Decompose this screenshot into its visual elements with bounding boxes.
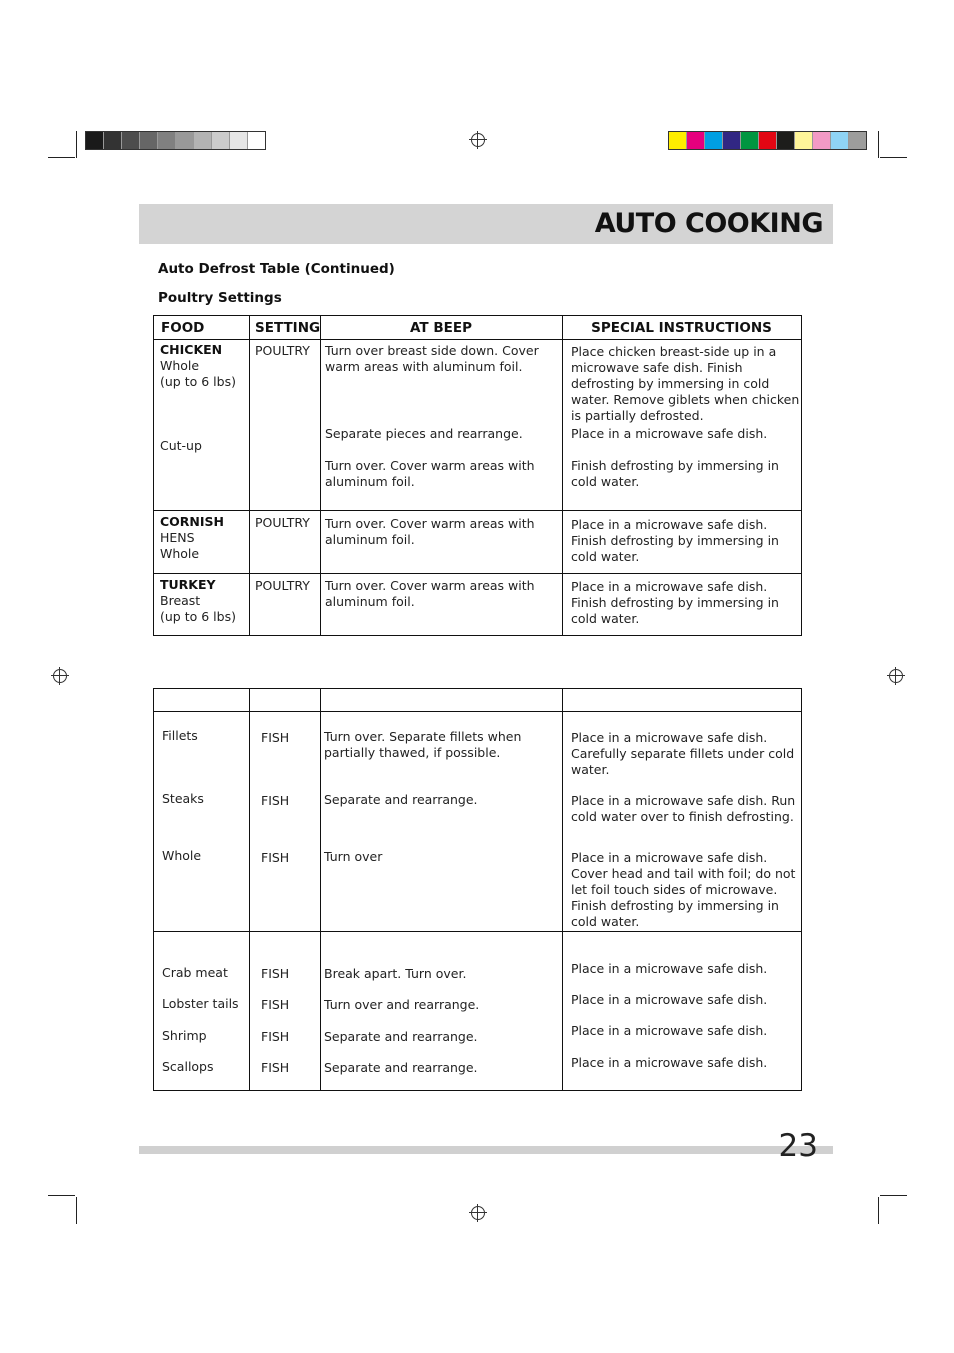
subsection-title: Poultry Settings — [158, 290, 282, 306]
column-header-at-beep: AT BEEP — [410, 320, 472, 336]
setting-cell: FISH — [261, 850, 290, 865]
at-beep-cell: Turn over. Cover warm areas with aluminum foil. — [325, 578, 535, 609]
at-beep-cell: Turn over. Separate fillets when partially thawed, if possible. — [324, 729, 522, 760]
crop-mark — [48, 1195, 75, 1196]
setting-cell: FISH — [261, 966, 290, 981]
at-beep-cell: Separate and rearrange. — [324, 792, 478, 807]
crop-mark — [76, 131, 77, 158]
food-cell: Lobster tails — [162, 996, 239, 1011]
setting-cell: POULTRY — [255, 343, 310, 358]
swatch — [194, 132, 212, 149]
crop-mark — [76, 1197, 77, 1224]
registration-mark-icon — [53, 669, 67, 683]
setting-cell: FISH — [261, 997, 290, 1012]
registration-mark-icon — [889, 669, 903, 683]
swatch — [741, 132, 759, 149]
crop-mark — [880, 157, 907, 158]
swatch — [831, 132, 849, 149]
swatch — [795, 132, 813, 149]
food-cutup: Cut-up — [160, 438, 202, 453]
instructions-cell: Place in a microwave safe dish. — [571, 1055, 768, 1070]
food-name: CORNISH — [160, 514, 225, 529]
food-cell: Shrimp — [162, 1028, 207, 1043]
food-name: CHICKEN — [160, 342, 223, 357]
instructions-cell: Place in a microwave safe dish. — [571, 992, 768, 1007]
setting-cell: FISH — [261, 1060, 290, 1075]
at-beep-cell: Turn over breast side down. Cover warm areas with aluminum foil. — [325, 343, 539, 374]
swatch — [759, 132, 777, 149]
column-header-special-instructions: SPECIAL INSTRUCTIONS — [591, 320, 772, 336]
food-name: TURKEY — [160, 577, 216, 592]
at-beep-cell: Separate and rearrange. — [324, 1029, 478, 1044]
setting-cell: POULTRY — [255, 578, 310, 593]
food-cell: Fillets — [162, 728, 198, 743]
swatch — [86, 132, 104, 149]
swatch — [669, 132, 687, 149]
swatch — [230, 132, 248, 149]
instructions-cell: Place in a microwave safe dish. Run cold water over to finish defrosting. — [571, 793, 796, 824]
food-cell — [160, 577, 236, 625]
instructions-cell: Place in a microwave safe dish. Carefully separate fillets under cold water. — [571, 730, 795, 777]
food-cell: Whole — [162, 848, 202, 863]
swatch — [140, 132, 158, 149]
swatch — [777, 132, 795, 149]
crop-mark — [48, 157, 75, 158]
instructions-cell: Place in a microwave safe dish. Finish defrosting by immersing in cold water. — [571, 517, 779, 564]
food-cell — [160, 514, 224, 562]
food-detail: Breast (up to 6 lbs) — [160, 593, 236, 624]
crop-mark — [878, 131, 879, 158]
swatch — [248, 132, 265, 149]
grayscale-swatches — [85, 131, 266, 150]
page-number: 23 — [778, 1128, 818, 1164]
section-title: Auto Defrost Table (Continued) — [158, 261, 395, 277]
swatch — [705, 132, 723, 149]
color-swatches — [668, 131, 867, 150]
food-detail: HENS Whole — [160, 530, 200, 561]
at-beep-cell: Separate and rearrange. — [324, 1060, 478, 1075]
setting-cell: FISH — [261, 1029, 290, 1044]
at-beep-cell: Turn over — [324, 849, 383, 864]
setting-cell: FISH — [261, 730, 290, 745]
food-cell — [160, 342, 236, 390]
instructions-cell: Place in a microwave safe dish. Finish defrosting by immersing in cold water. — [571, 579, 779, 626]
food-detail: Whole (up to 6 lbs) — [160, 358, 236, 389]
swatch — [104, 132, 122, 149]
food-cell: Crab meat — [162, 965, 228, 980]
poultry-table — [153, 315, 802, 636]
page-title: AUTO COOKING — [594, 208, 823, 239]
instructions-cell: Place in a microwave safe dish. — [571, 961, 768, 976]
setting-cell: POULTRY — [255, 515, 310, 530]
swatch — [122, 132, 140, 149]
swatch — [813, 132, 831, 149]
instructions-cell: Place chicken breast-side up in a microwave safe dish. Finish defrosting by immersing in cold water. Remove giblets when chicken is partially defrosted. — [571, 344, 800, 423]
swatch — [723, 132, 741, 149]
column-header-setting: SETTING — [255, 320, 321, 336]
footer-bar — [139, 1146, 833, 1154]
swatch — [687, 132, 705, 149]
registration-mark-icon — [471, 1206, 485, 1220]
registration-mark-icon — [471, 133, 485, 147]
instructions-cell: Finish defrosting by immersing in cold water. — [571, 458, 779, 489]
at-beep-cell: Turn over and rearrange. — [324, 997, 480, 1012]
instructions-cell: Place in a microwave safe dish. — [571, 1023, 768, 1038]
at-beep-cell: Turn over. Cover warm areas with aluminum foil. — [325, 516, 535, 547]
food-cell: Scallops — [162, 1059, 214, 1074]
swatch — [176, 132, 194, 149]
instructions-cell: Place in a microwave safe dish. — [571, 426, 768, 441]
fish-table — [153, 688, 802, 1091]
at-beep-cell: Separate pieces and rearrange. — [325, 426, 523, 441]
swatch — [212, 132, 230, 149]
instructions-cell: Place in a microwave safe dish. Cover head and tail with foil; do not let foil touch sides of microwave. Finish defrosting by immersing in cold water. — [571, 850, 796, 929]
swatch — [849, 132, 866, 149]
food-cell: Steaks — [162, 791, 204, 806]
column-header-food: FOOD — [161, 320, 205, 336]
at-beep-cell: Turn over. Cover warm areas with aluminum foil. — [325, 458, 535, 489]
crop-mark — [878, 1197, 879, 1224]
setting-cell: FISH — [261, 793, 290, 808]
crop-mark — [880, 1195, 907, 1196]
at-beep-cell: Break apart. Turn over. — [324, 966, 467, 981]
header-band — [139, 204, 833, 244]
swatch — [158, 132, 176, 149]
